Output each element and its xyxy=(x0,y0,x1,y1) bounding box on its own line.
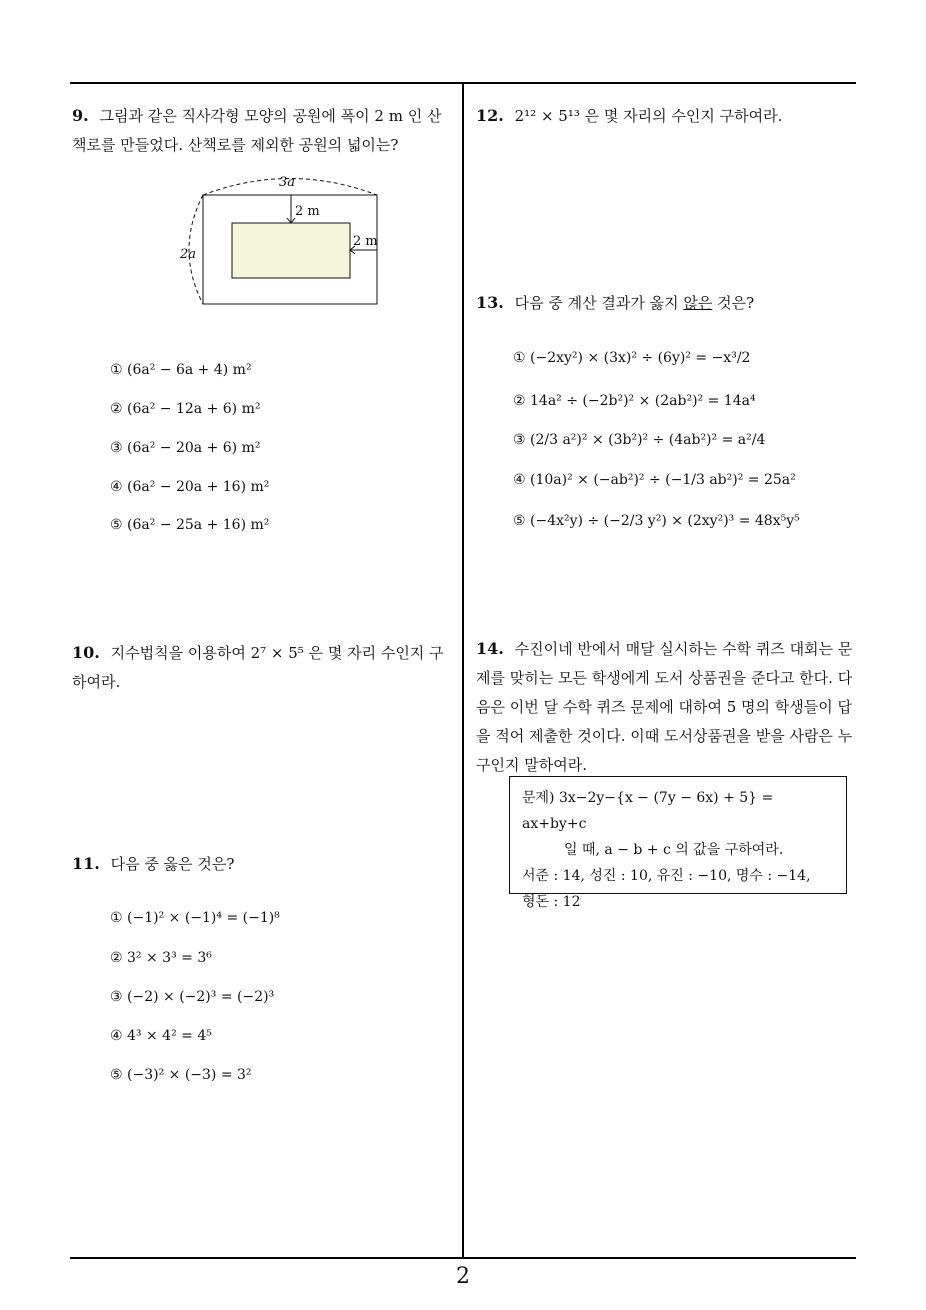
q9-option-3[interactable]: ③ (6a² − 20a + 6) m² xyxy=(110,440,261,456)
quiz-box-line-2: 일 때, a − b + c 의 값을 구하여라. xyxy=(564,842,784,858)
question-12-number: 12. xyxy=(476,106,504,125)
question-11-number: 11. xyxy=(72,854,100,873)
q9-option-1[interactable]: ① (6a² − 6a + 4) m² xyxy=(110,362,252,378)
path-top-label: 2 m xyxy=(295,204,320,219)
q9-option-2[interactable]: ② (6a² − 12a + 6) m² xyxy=(110,401,261,417)
q13-option-4[interactable]: ④ (10a)² × (−ab²)² ÷ (−1/3 ab²)² = 25a² xyxy=(513,472,796,488)
question-13-text-before: 다음 중 계산 결과가 옳지 xyxy=(514,294,684,312)
park-figure xyxy=(175,170,415,310)
park-inner-rect xyxy=(232,223,350,278)
page-number: 2 xyxy=(456,1264,470,1289)
question-13 xyxy=(476,288,860,318)
q9-option-4[interactable]: ④ (6a² − 20a + 16) m² xyxy=(110,479,270,495)
question-9-number: 9. xyxy=(72,106,89,125)
q13-option-3[interactable]: ③ (2/3 a²)² × (3b²)² ÷ (4ab²)² = a²/4 xyxy=(513,432,766,448)
question-14-number: 14. xyxy=(476,639,504,658)
quiz-box-line-1: 문제) 3x−2y−{x − (7y − 6x) + 5} = ax+by+c xyxy=(522,790,774,832)
q11-option-3[interactable]: ③ (−2) × (−2)³ = (−2)³ xyxy=(110,989,275,1005)
question-10-text: 지수법칙을 이용하여 2⁷ × 5⁵ 은 몇 자리 수인지 구하여라. xyxy=(72,644,444,691)
question-12 xyxy=(476,101,860,131)
question-11-text: 다음 중 옳은 것은? xyxy=(110,855,235,873)
question-13-text-after: 것은? xyxy=(712,294,755,312)
question-12-text: 2¹² × 5¹³ 은 몇 자리의 수인지 구하여라. xyxy=(514,107,783,125)
question-9 xyxy=(72,101,452,160)
quiz-box-line-4: 형돈 : 12 xyxy=(522,894,581,910)
q13-option-5[interactable]: ⑤ (−4x²y) ÷ (−2/3 y²) × (2xy²)³ = 48x⁵y⁵ xyxy=(513,513,800,529)
question-10 xyxy=(72,638,454,697)
question-11 xyxy=(72,849,452,879)
quiz-box xyxy=(509,776,847,910)
width-label: 3a xyxy=(279,175,296,190)
height-label: 2a xyxy=(180,247,197,262)
question-14 xyxy=(476,634,860,780)
q11-option-5[interactable]: ⑤ (−3)² × (−3) = 3² xyxy=(110,1067,252,1083)
quiz-box-line-3: 서준 : 14, 성진 : 10, 유진 : −10, 명수 : −14, xyxy=(522,868,811,884)
question-14-text: 수진이네 반에서 매달 실시하는 수학 퀴즈 대회는 문제를 맞히는 모든 학생에게 도서 상품권을 준다고 한다. 다음은 이번 달 수학 퀴즈 문제에 대하여 5 명의 학생들이 답을 적어 제출한 것이다. 이때 도서상품권을 받을 사람은 누구인지 말하여라. xyxy=(476,640,853,774)
column-divider xyxy=(462,82,464,1258)
q11-option-4[interactable]: ④ 4³ × 4² = 4⁵ xyxy=(110,1028,212,1044)
q11-option-1[interactable]: ① (−1)² × (−1)⁴ = (−1)⁸ xyxy=(110,910,280,926)
question-10-number: 10. xyxy=(72,643,100,662)
path-right-label: 2 m xyxy=(353,234,378,249)
q11-option-2[interactable]: ② 3² × 3³ = 3⁶ xyxy=(110,950,212,966)
q13-option-1[interactable]: ① (−2xy²) × (3x)² ÷ (6y)² = −x³/2 xyxy=(513,350,751,366)
q9-option-5[interactable]: ⑤ (6a² − 25a + 16) m² xyxy=(110,517,270,533)
question-9-text: 그림과 같은 직사각형 모양의 공원에 폭이 2 m 인 산책로를 만들었다. 산책로를 제외한 공원의 넓이는? xyxy=(72,107,442,154)
question-13-number: 13. xyxy=(476,293,504,312)
q13-option-2[interactable]: ② 14a² ÷ (−2b²)² × (2ab²)² = 14a⁴ xyxy=(513,393,756,409)
question-13-underlined: 않은 xyxy=(683,294,713,312)
